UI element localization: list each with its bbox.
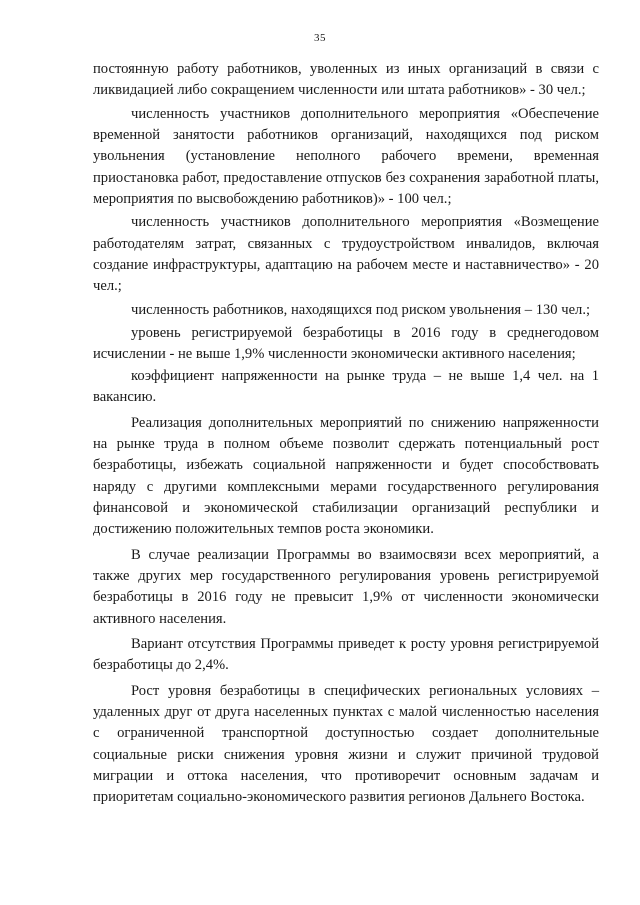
paragraph-implementation-effect: Реализация дополнительных мероприятий по снижению напряженности на рынке труда в полном объеме позволит сдержать потенциальный рост безработицы, избежать социальной напряженности и будет способствовать наряду с другими комплексными мерами государственного регулирования финансовой и экономической стабилизации организаций республики и достижению положительных темпов роста экономики. — [93, 414, 599, 538]
paragraph-no-program-scenario: Вариант отсутствия Программы приведет к росту уровня регистрируемой безработицы до 2,4%. — [93, 635, 599, 674]
paragraph-program-implementation-scenario: В случае реализации Программы во взаимосвязи всех мероприятий, а также других мер государственного регулирования уровень регистрируемой безработицы в 2016 году не превысит 1,9% от численности экономически активного населения. — [93, 546, 599, 627]
paragraph-regional-risks: Рост уровня безработицы в специфических региональных условиях – удаленных друг от друга населенных пунктах с малой численностью населения с ограниченной транспортной доступностью создает дополнительные социальные риски снижения уровня жизни и служит причиной трудовой миграции и оттока населения, что противоречит основным задачам и приоритетам социально-экономического развития регионов Дальнего Востока. — [93, 682, 599, 806]
paragraph-disabled-employment-indicator: численность участников дополнительного мероприятия «Возмещение работодателям затрат, связанных с трудоустройством инвалидов, включая создание инфраструктуры, адаптацию на рабочем месте и наставничество» - 20 чел.; — [93, 214, 599, 295]
paragraph-dismissal-risk-indicator: численность работников, находящихся под риском увольнения – 130 чел.; — [131, 301, 591, 318]
paragraph-temporary-employment-indicator: численность участников дополнительного мероприятия «Обеспечение временной занятости работников организаций, находящихся под риском увольнения (установление неполного рабочего времени, временная приостановка работ, предоставление отпусков без сохранения заработной платы, мероприятия по высвобождению работников)» - 100 чел.; — [93, 105, 599, 208]
document-body — [93, 59, 599, 809]
paragraph-continuation: постоянную работу работников, уволенных из иных организаций в связи с ликвидацией либо сокращением численности или штата работников» - 30 чел.; — [93, 61, 599, 99]
paragraph-tension-coefficient-indicator: коэффициент напряженности на рынке труда – не выше 1,4 чел. на 1 вакансию. — [93, 367, 599, 406]
page-number: 35 — [314, 32, 326, 44]
paragraph-unemployment-level-indicator: уровень регистрируемой безработицы в 2016 году в среднегодовом исчислении - не выше 1,9% численности экономически активного населения; — [93, 325, 599, 363]
